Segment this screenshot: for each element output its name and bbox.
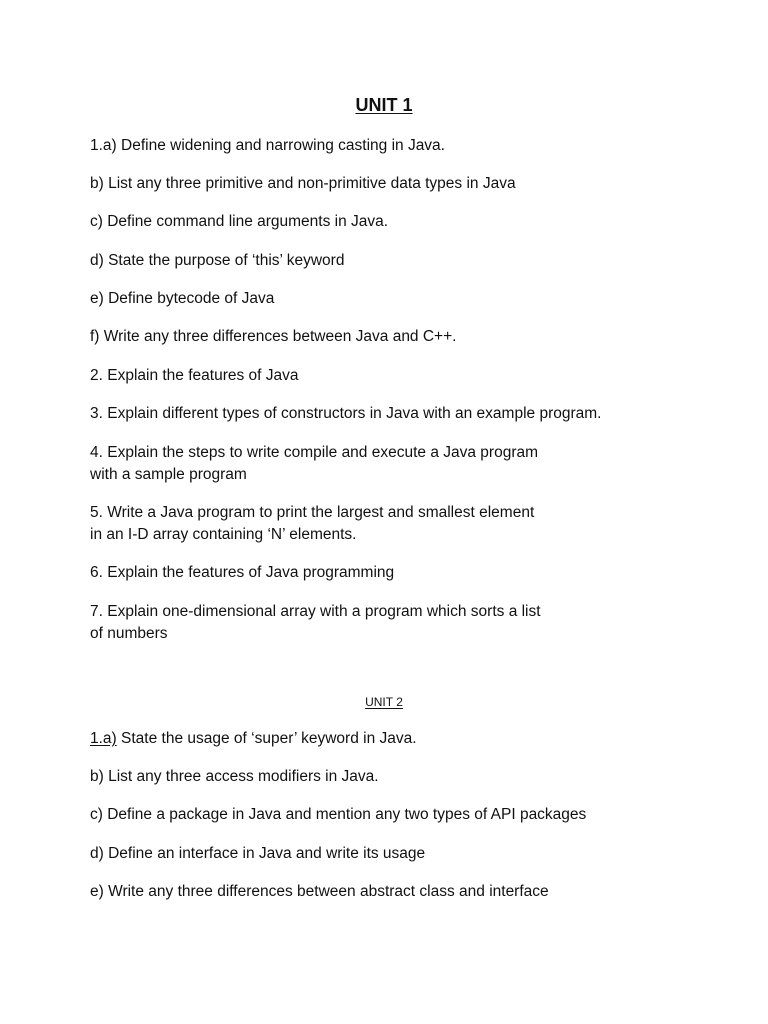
unit-2-question-1a-text: State the usage of ‘super’ keyword in Java. — [116, 730, 417, 747]
unit-1-question-2: 2. Explain the features of Java — [90, 367, 299, 384]
unit-1-question-7-line-2: of numbers — [90, 625, 168, 642]
unit-2-question-1a — [90, 728, 417, 750]
unit-1-question-1a: 1.a) Define widening and narrowing casting in Java. — [90, 137, 445, 154]
unit-1-question-1c: c) Define command line arguments in Java. — [90, 213, 389, 230]
unit-2-question-1c: c) Define a package in Java and mention any two types of API packages — [90, 806, 587, 823]
unit-1-question-1d: d) State the purpose of ‘this’ keyword — [90, 252, 345, 269]
unit-1-question-7-line-1: 7. Explain one-dimensional array with a program which sorts a list — [90, 603, 541, 620]
unit-1-question-6: 6. Explain the features of Java programming — [90, 564, 395, 581]
unit-2-question-1a-number: 1.a) — [90, 730, 117, 747]
unit-1-question-1f: f) Write any three differences between Java and C++. — [90, 328, 457, 345]
unit-1-question-3: 3. Explain different types of constructors in Java with an example program. — [90, 405, 602, 422]
unit-1-question-1b: b) List any three primitive and non-primitive data types in Java — [90, 175, 516, 192]
unit-1-question-5-line-2: in an I-D array containing ‘N’ elements. — [90, 526, 357, 543]
unit-1-question-5-line-1: 5. Write a Java program to print the largest and smallest element — [90, 504, 535, 521]
unit-2-question-1e: e) Write any three differences between abstract class and interface — [90, 883, 549, 900]
unit-2-question-1d: d) Define an interface in Java and write its usage — [90, 845, 426, 862]
unit-1-question-4-line-2: with a sample program — [90, 466, 247, 483]
unit-1-question-1e: e) Define bytecode of Java — [90, 290, 275, 307]
unit-2-heading: UNIT 2 — [365, 695, 403, 709]
unit-2-question-1b: b) List any three access modifiers in Java. — [90, 768, 379, 785]
unit-1-heading: UNIT 1 — [355, 95, 413, 115]
unit-1-question-4-line-1: 4. Explain the steps to write compile and execute a Java program — [90, 444, 539, 461]
